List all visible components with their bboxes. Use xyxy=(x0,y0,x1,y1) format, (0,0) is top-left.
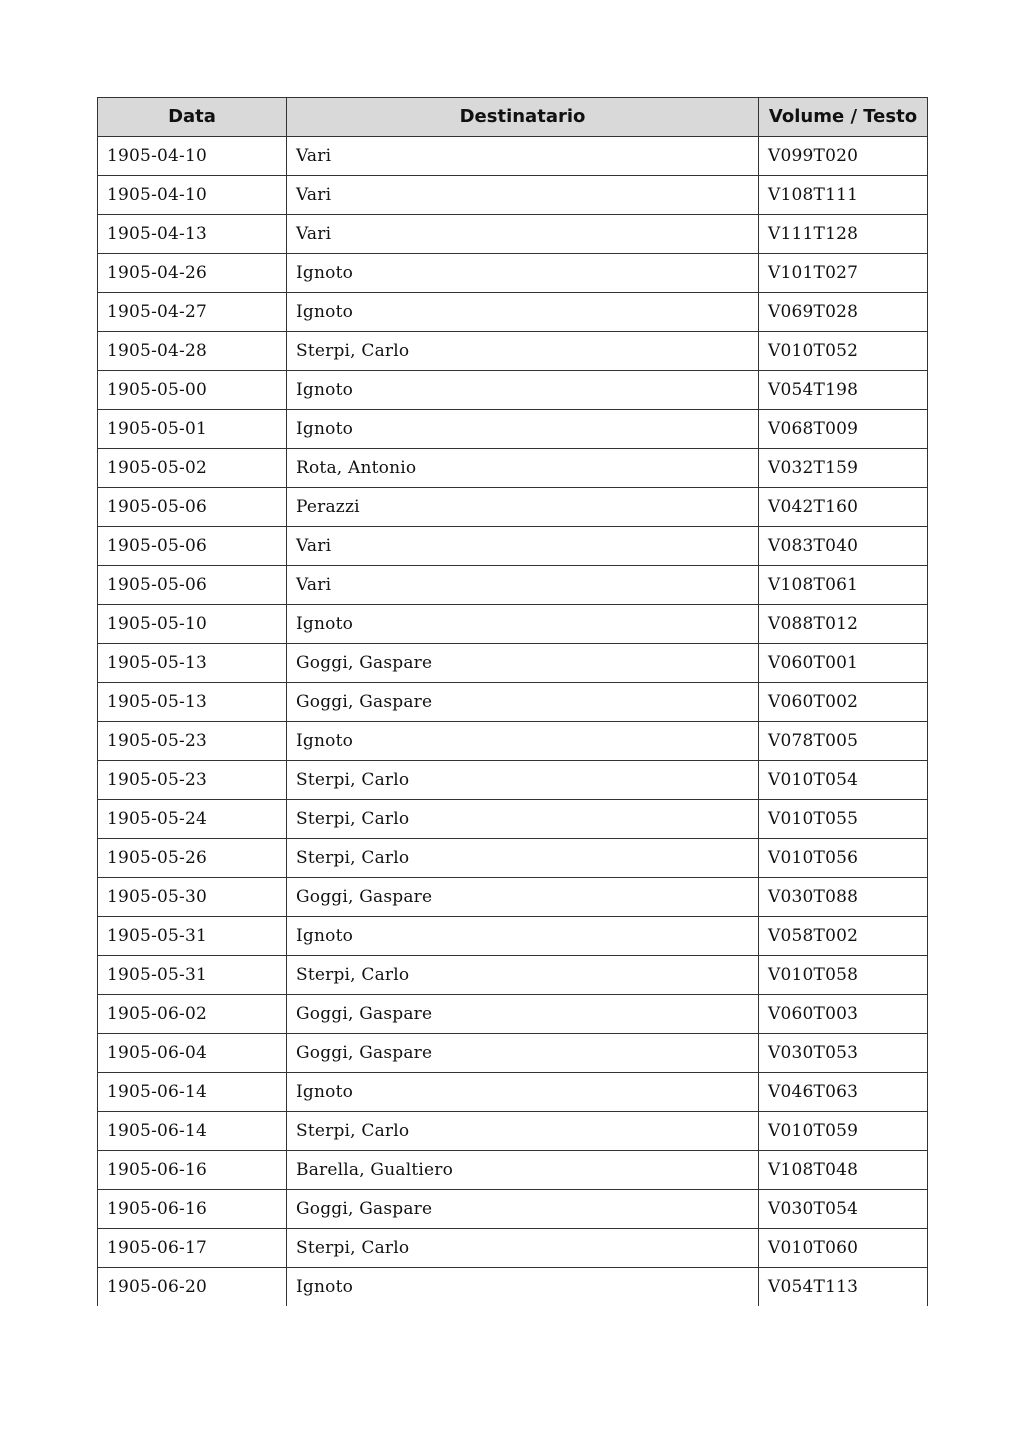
cell-recipient: Vari xyxy=(287,215,759,254)
cell-recipient: Ignoto xyxy=(287,1268,759,1307)
table-row xyxy=(98,449,928,488)
cell-recipient: Goggi, Gaspare xyxy=(287,995,759,1034)
cell-volume: V010T054 xyxy=(759,761,928,800)
table-row xyxy=(98,800,928,839)
cell-date: 1905-05-24 xyxy=(98,800,287,839)
table-row xyxy=(98,956,928,995)
cell-date: 1905-05-31 xyxy=(98,956,287,995)
cell-date: 1905-05-06 xyxy=(98,488,287,527)
cell-recipient: Ignoto xyxy=(287,254,759,293)
cell-date: 1905-04-27 xyxy=(98,293,287,332)
cell-recipient: Sterpi, Carlo xyxy=(287,839,759,878)
cell-date: 1905-04-13 xyxy=(98,215,287,254)
cell-volume: V010T052 xyxy=(759,332,928,371)
cell-volume: V060T003 xyxy=(759,995,928,1034)
cell-recipient: Barella, Gualtiero xyxy=(287,1151,759,1190)
header-volume: Volume / Testo xyxy=(759,98,928,137)
cell-date: 1905-05-06 xyxy=(98,527,287,566)
cell-volume: V030T053 xyxy=(759,1034,928,1073)
table-row xyxy=(98,371,928,410)
table-row xyxy=(98,1151,928,1190)
table-row xyxy=(98,995,928,1034)
table-row xyxy=(98,1034,928,1073)
cell-date: 1905-05-13 xyxy=(98,683,287,722)
cell-volume: V111T128 xyxy=(759,215,928,254)
cell-volume: V032T159 xyxy=(759,449,928,488)
cell-recipient: Sterpi, Carlo xyxy=(287,1229,759,1268)
cell-volume: V010T060 xyxy=(759,1229,928,1268)
cell-date: 1905-04-10 xyxy=(98,176,287,215)
cell-volume: V030T088 xyxy=(759,878,928,917)
cell-date: 1905-05-02 xyxy=(98,449,287,488)
table-row xyxy=(98,761,928,800)
cell-volume: V099T020 xyxy=(759,137,928,176)
cell-recipient: Vari xyxy=(287,566,759,605)
table-row xyxy=(98,605,928,644)
cell-volume: V060T001 xyxy=(759,644,928,683)
cell-date: 1905-05-23 xyxy=(98,761,287,800)
cell-recipient: Ignoto xyxy=(287,410,759,449)
cell-volume: V083T040 xyxy=(759,527,928,566)
cell-recipient: Rota, Antonio xyxy=(287,449,759,488)
header-row xyxy=(98,98,928,137)
table-row xyxy=(98,488,928,527)
cell-volume: V069T028 xyxy=(759,293,928,332)
cell-date: 1905-05-06 xyxy=(98,566,287,605)
cell-date: 1905-06-16 xyxy=(98,1190,287,1229)
table-row xyxy=(98,137,928,176)
cell-date: 1905-04-26 xyxy=(98,254,287,293)
cell-volume: V010T058 xyxy=(759,956,928,995)
table-row xyxy=(98,410,928,449)
table-row xyxy=(98,683,928,722)
table-row xyxy=(98,176,928,215)
cell-date: 1905-06-14 xyxy=(98,1112,287,1151)
cell-volume: V054T198 xyxy=(759,371,928,410)
cell-volume: V108T061 xyxy=(759,566,928,605)
table-body xyxy=(98,137,928,1307)
cell-date: 1905-05-31 xyxy=(98,917,287,956)
header-date: Data xyxy=(98,98,287,137)
cell-volume: V060T002 xyxy=(759,683,928,722)
cell-volume: V068T009 xyxy=(759,410,928,449)
cell-date: 1905-06-16 xyxy=(98,1151,287,1190)
table-row xyxy=(98,215,928,254)
cell-date: 1905-05-10 xyxy=(98,605,287,644)
cell-volume: V108T048 xyxy=(759,1151,928,1190)
cell-date: 1905-05-26 xyxy=(98,839,287,878)
table-row xyxy=(98,917,928,956)
cell-date: 1905-04-28 xyxy=(98,332,287,371)
table-row xyxy=(98,839,928,878)
cell-recipient: Sterpi, Carlo xyxy=(287,332,759,371)
cell-date: 1905-05-23 xyxy=(98,722,287,761)
cell-recipient: Ignoto xyxy=(287,722,759,761)
cell-volume: V101T027 xyxy=(759,254,928,293)
cell-recipient: Sterpi, Carlo xyxy=(287,1112,759,1151)
table-row xyxy=(98,878,928,917)
cell-recipient: Ignoto xyxy=(287,605,759,644)
table-row xyxy=(98,1268,928,1307)
cell-date: 1905-05-01 xyxy=(98,410,287,449)
table-row xyxy=(98,1073,928,1112)
cell-volume: V054T113 xyxy=(759,1268,928,1307)
cell-recipient: Perazzi xyxy=(287,488,759,527)
table-row xyxy=(98,644,928,683)
table-row xyxy=(98,527,928,566)
cell-recipient: Sterpi, Carlo xyxy=(287,761,759,800)
cell-volume: V046T063 xyxy=(759,1073,928,1112)
cell-recipient: Ignoto xyxy=(287,293,759,332)
cell-date: 1905-04-10 xyxy=(98,137,287,176)
cell-recipient: Goggi, Gaspare xyxy=(287,1190,759,1229)
table-row xyxy=(98,566,928,605)
header-recipient: Destinatario xyxy=(287,98,759,137)
cell-recipient: Vari xyxy=(287,176,759,215)
cell-volume: V088T012 xyxy=(759,605,928,644)
cell-recipient: Vari xyxy=(287,137,759,176)
table-row xyxy=(98,722,928,761)
cell-date: 1905-06-04 xyxy=(98,1034,287,1073)
cell-volume: V010T056 xyxy=(759,839,928,878)
table-row xyxy=(98,1229,928,1268)
table-row xyxy=(98,293,928,332)
cell-volume: V078T005 xyxy=(759,722,928,761)
cell-date: 1905-06-02 xyxy=(98,995,287,1034)
cell-volume: V010T055 xyxy=(759,800,928,839)
table-row xyxy=(98,1112,928,1151)
table-row xyxy=(98,1190,928,1229)
cell-recipient: Sterpi, Carlo xyxy=(287,800,759,839)
cell-recipient: Goggi, Gaspare xyxy=(287,1034,759,1073)
cell-date: 1905-06-20 xyxy=(98,1268,287,1307)
cell-volume: V058T002 xyxy=(759,917,928,956)
table-row xyxy=(98,254,928,293)
cell-recipient: Ignoto xyxy=(287,371,759,410)
cell-recipient: Ignoto xyxy=(287,1073,759,1112)
cell-date: 1905-06-14 xyxy=(98,1073,287,1112)
table-header xyxy=(98,98,928,137)
cell-date: 1905-05-00 xyxy=(98,371,287,410)
table-row xyxy=(98,332,928,371)
cell-recipient: Vari xyxy=(287,527,759,566)
cell-date: 1905-05-30 xyxy=(98,878,287,917)
cell-recipient: Sterpi, Carlo xyxy=(287,956,759,995)
cell-volume: V010T059 xyxy=(759,1112,928,1151)
cell-recipient: Goggi, Gaspare xyxy=(287,878,759,917)
cell-recipient: Goggi, Gaspare xyxy=(287,644,759,683)
letters-table xyxy=(97,97,928,1306)
cell-volume: V108T111 xyxy=(759,176,928,215)
cell-volume: V042T160 xyxy=(759,488,928,527)
cell-date: 1905-05-13 xyxy=(98,644,287,683)
cell-date: 1905-06-17 xyxy=(98,1229,287,1268)
cell-recipient: Goggi, Gaspare xyxy=(287,683,759,722)
cell-recipient: Ignoto xyxy=(287,917,759,956)
cell-volume: V030T054 xyxy=(759,1190,928,1229)
